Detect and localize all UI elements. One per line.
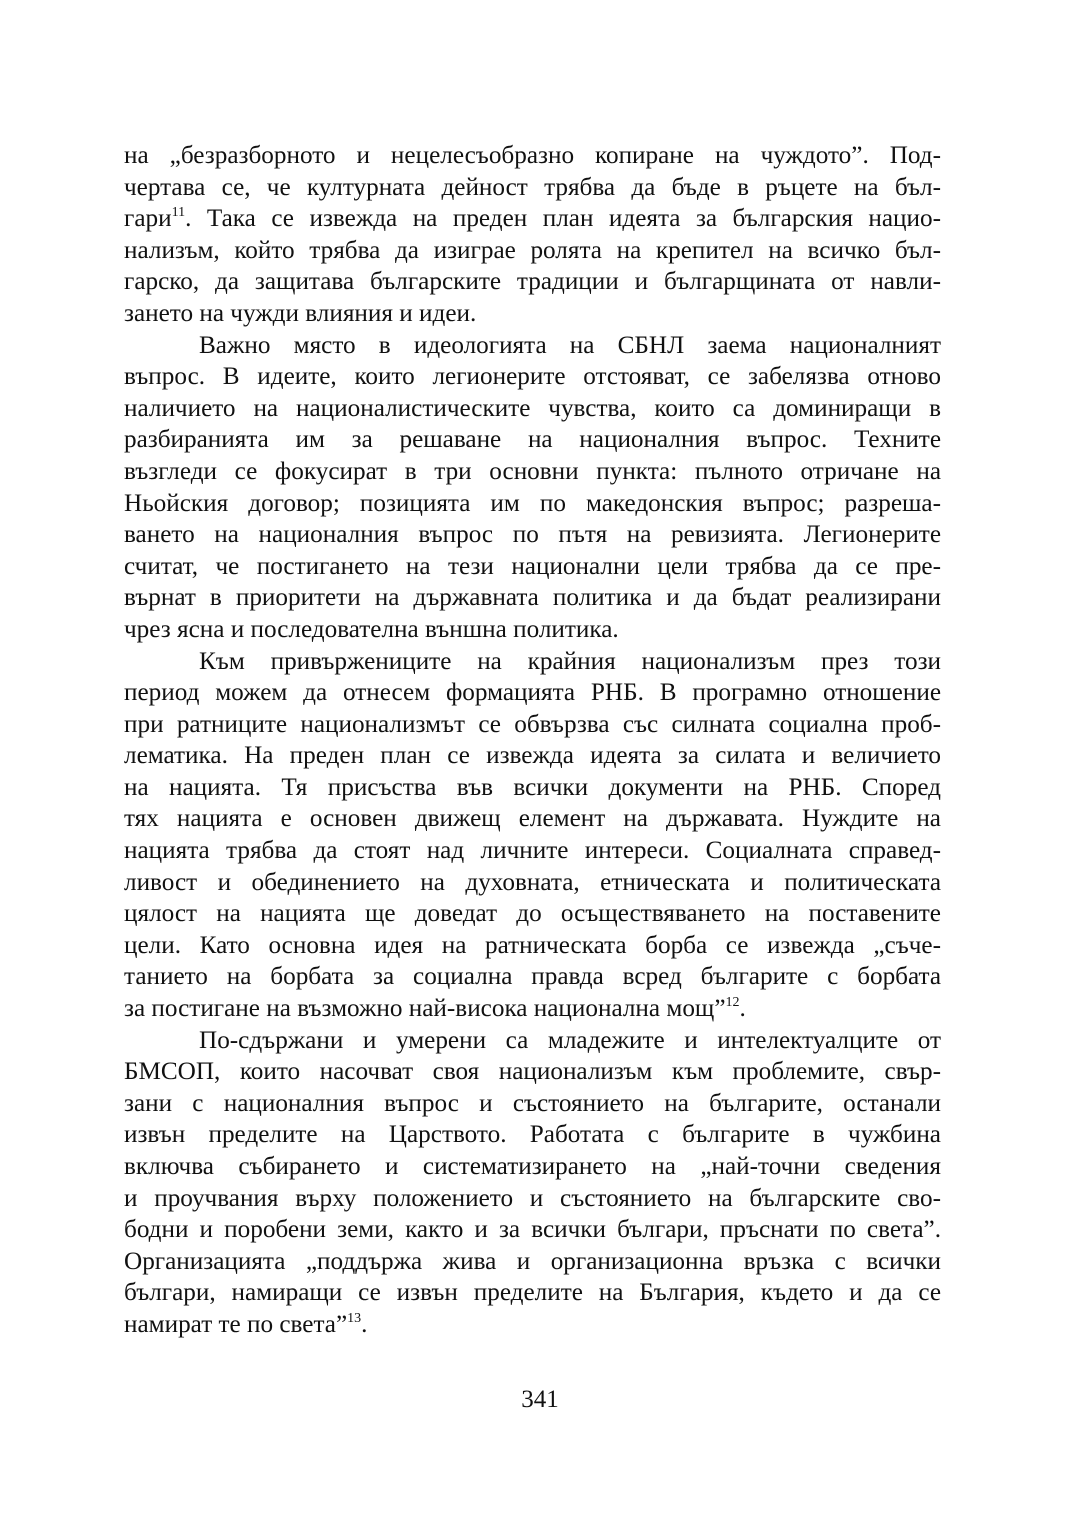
text-line: включва събирането и систематизирането на „най-точни сведения xyxy=(124,1153,941,1180)
footnote-marker: 12 xyxy=(725,995,740,1011)
text-line: въпрос. В идеите, които легионерите отстояват, се забелязва отново xyxy=(124,363,941,391)
text-line: Ньойския договор; позицията им по македонския въпрос; разреша- xyxy=(124,489,941,517)
text-line: гарско, да защитава българските традиции и българщината от навли- xyxy=(124,268,941,296)
text-fragment: намират те по света” xyxy=(124,1310,348,1338)
text-line: тях нацията е основен движещ елемент на държавата. Нуждите на xyxy=(124,805,941,833)
text-line: считат, че постигането на тези национални цели трябва да се пре- xyxy=(124,552,941,580)
text-fragment: . xyxy=(739,995,746,1023)
footnote-marker: 11 xyxy=(171,205,186,221)
text-line: танието на борбата за социална правда всред българите с борбата xyxy=(124,963,941,991)
text-line: нализъм, който трябва да изиграе ролята на крепител на всичко бъл- xyxy=(124,236,941,264)
text-fragment: . Така се извежда на преден план идеята за българския нацио- xyxy=(185,205,941,233)
text-line: БМСОП, които насочват своя национализъм към проблемите, свър- xyxy=(124,1058,941,1086)
text-line xyxy=(124,203,941,235)
paragraph-3 xyxy=(124,646,941,1025)
text-line: зани с националния въпрос и състоянието на българите, останали xyxy=(124,1089,941,1117)
text-line: чрез ясна и последователна външна политика. xyxy=(124,615,619,643)
text-line: извън пределите на Царството. Работата с българите в чужбина xyxy=(124,1121,941,1149)
text-line: върнат в приоритети на държавната политика и да бъдат реализирани xyxy=(124,584,941,612)
paragraph-1 xyxy=(124,140,941,330)
text-fragment: гари xyxy=(124,205,172,233)
text-line: и проучвания върху положението и състоянието на българските сво- xyxy=(124,1184,941,1212)
text-fragment: за постигане на възможно най-висока национална мощ” xyxy=(124,995,726,1023)
text-fragment: . xyxy=(361,1310,368,1338)
text-line: цели. Като основна идея на ратническата борба се извежда „съче- xyxy=(124,931,941,959)
text-line xyxy=(124,1309,941,1341)
text-line: зането на чужди влияния и идеи. xyxy=(124,299,477,327)
text-line: на „безразборното и нецелесъобразно копиране на чуждото”. Под- xyxy=(124,142,941,169)
text-line: нацията трябва да стоят над личните интереси. Социалната справед- xyxy=(124,837,941,865)
text-line: на нацията. Тя присъства във всички документи на РНБ. Според xyxy=(124,773,941,801)
text-line: лематика. На преден план се извежда идеята за силата и величието xyxy=(124,742,941,770)
text-line: разбиранията им за решаване на националния въпрос. Техните xyxy=(124,426,941,454)
text-line: бодни и поробени земи, както и за всички българи, пръснати по света”. xyxy=(124,1216,941,1244)
text-line: наличието на националистическите чувства, които са доминиращи в xyxy=(124,394,941,422)
text-line: Организацията „поддържа жива и организационна връзка с всички xyxy=(124,1247,941,1275)
text-line: цялост на нацията ще доведат до осъществяването на поставените xyxy=(124,900,941,928)
text-line: възгледи се фокусират в три основни пункта: пълното отричане на xyxy=(124,457,941,485)
page-body xyxy=(124,140,941,1341)
text-line: период можем да отнесем формацията РНБ. В програмно отношение xyxy=(124,679,941,707)
text-line: чертава се, че културната дейност трябва да бъде в ръцете на бъл- xyxy=(124,173,941,201)
text-line: По-сдържани и умерени са младежите и интелектуалците от xyxy=(199,1026,941,1054)
text-line: ливост и обединението на духовната, етническата и политическата xyxy=(124,868,941,896)
text-line: ването на националния въпрос по пътя на ревизията. Легионерите xyxy=(124,521,941,549)
paragraph-2 xyxy=(124,330,941,646)
page-number: 341 xyxy=(521,1386,559,1413)
paragraph-4 xyxy=(124,1025,941,1341)
text-line: при ратниците национализмът се обвързва със силната социална проб- xyxy=(124,710,941,738)
text-line: Към привържениците на крайния национализъм през този xyxy=(199,647,941,675)
text-line: българи, намиращи се извън пределите на България, където и да се xyxy=(124,1279,941,1307)
text-line xyxy=(124,993,941,1025)
text-line: Важно място в идеологията на СБНЛ заема националният xyxy=(199,331,941,359)
footnote-marker: 13 xyxy=(347,1310,362,1326)
